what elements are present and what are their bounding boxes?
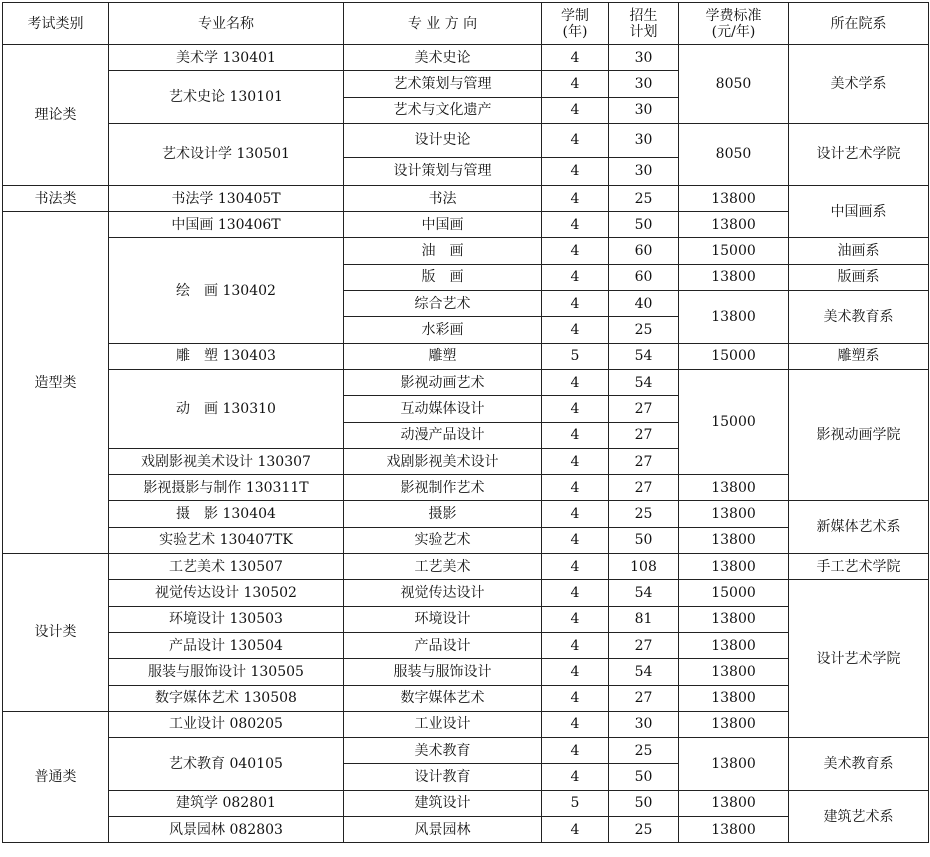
table-row (3, 45, 929, 71)
duration-cell: 4 (542, 606, 609, 632)
direction-cell: 设计史论 (344, 123, 542, 157)
quota-cell: 50 (609, 790, 679, 816)
major-cell: 艺术史论 130101 (109, 71, 344, 124)
duration-cell: 4 (542, 71, 609, 97)
major-cell: 影视摄影与制作 130311T (109, 475, 344, 501)
direction-cell: 视觉传达设计 (344, 580, 542, 606)
table-row (3, 369, 929, 395)
major-cell: 数字媒体艺术 130508 (109, 685, 344, 711)
duration-cell: 4 (542, 238, 609, 264)
major-cell: 环境设计 130503 (109, 606, 344, 632)
major-cell: 艺术设计学 130501 (109, 123, 344, 185)
direction-cell: 雕塑 (344, 343, 542, 369)
duration-cell: 4 (542, 422, 609, 448)
quota-cell: 54 (609, 369, 679, 395)
direction-cell: 数字媒体艺术 (344, 685, 542, 711)
major-cell: 绘 画 130402 (109, 238, 344, 343)
college-cell: 建筑艺术系 (789, 790, 929, 843)
table-row (3, 738, 929, 764)
fee-cell: 8050 (679, 45, 789, 124)
fee-cell: 13800 (679, 554, 789, 580)
header-quota: 招生 计划 (609, 3, 679, 45)
direction-cell: 服装与服饰设计 (344, 659, 542, 685)
duration-cell: 5 (542, 343, 609, 369)
college-cell: 美术教育系 (789, 738, 929, 791)
direction-cell: 风景园林 (344, 817, 542, 843)
duration-cell: 4 (542, 685, 609, 711)
duration-cell: 4 (542, 448, 609, 474)
quota-cell: 50 (609, 527, 679, 553)
fee-cell: 13800 (679, 685, 789, 711)
fee-cell: 13800 (679, 527, 789, 553)
college-cell: 设计艺术学院 (789, 580, 929, 738)
fee-cell: 8050 (679, 123, 789, 185)
major-cell: 产品设计 130504 (109, 632, 344, 658)
fee-cell: 13800 (679, 790, 789, 816)
direction-cell: 水彩画 (344, 317, 542, 343)
table-row (3, 238, 929, 264)
duration-cell: 4 (542, 212, 609, 238)
direction-cell: 工艺美术 (344, 554, 542, 580)
direction-cell: 设计策划与管理 (344, 157, 542, 185)
quota-cell: 81 (609, 606, 679, 632)
fee-cell: 13800 (679, 501, 789, 527)
quota-cell: 50 (609, 764, 679, 790)
college-cell: 版画系 (789, 264, 929, 290)
college-cell: 设计艺术学院 (789, 123, 929, 185)
quota-cell: 25 (609, 185, 679, 211)
header-duration: 学制 (年) (542, 3, 609, 45)
direction-cell: 设计教育 (344, 764, 542, 790)
quota-cell: 50 (609, 212, 679, 238)
duration-cell: 4 (542, 317, 609, 343)
duration-cell: 4 (542, 501, 609, 527)
table-row (3, 501, 929, 527)
direction-cell: 艺术与文化遗产 (344, 97, 542, 123)
duration-cell: 4 (542, 764, 609, 790)
direction-cell: 互动媒体设计 (344, 396, 542, 422)
header-major: 专业名称 (109, 3, 344, 45)
table-row (3, 123, 929, 157)
fee-cell: 15000 (679, 343, 789, 369)
major-cell: 工艺美术 130507 (109, 554, 344, 580)
table-row (3, 185, 929, 211)
major-cell: 实验艺术 130407TK (109, 527, 344, 553)
fee-cell: 13800 (679, 185, 789, 211)
quota-cell: 60 (609, 264, 679, 290)
major-cell: 戏剧影视美术设计 130307 (109, 448, 344, 474)
college-cell: 中国画系 (789, 185, 929, 238)
direction-cell: 戏剧影视美术设计 (344, 448, 542, 474)
college-cell: 影视动画学院 (789, 369, 929, 500)
duration-cell: 4 (542, 291, 609, 317)
major-cell: 服装与服饰设计 130505 (109, 659, 344, 685)
table-row (3, 554, 929, 580)
direction-cell: 影视制作艺术 (344, 475, 542, 501)
direction-cell: 美术教育 (344, 738, 542, 764)
direction-cell: 实验艺术 (344, 527, 542, 553)
major-cell: 艺术教育 040105 (109, 738, 344, 791)
quota-cell: 25 (609, 501, 679, 527)
duration-cell: 5 (542, 790, 609, 816)
quota-cell: 54 (609, 580, 679, 606)
direction-cell: 产品设计 (344, 632, 542, 658)
duration-cell: 4 (542, 738, 609, 764)
fee-cell: 13800 (679, 632, 789, 658)
fee-cell: 13800 (679, 475, 789, 501)
direction-cell: 艺术策划与管理 (344, 71, 542, 97)
category-cell: 设计类 (3, 554, 109, 712)
major-cell: 雕 塑 130403 (109, 343, 344, 369)
major-cell: 书法学 130405T (109, 185, 344, 211)
fee-cell: 13800 (679, 738, 789, 791)
duration-cell: 4 (542, 554, 609, 580)
admissions-table (2, 2, 929, 843)
major-cell: 视觉传达设计 130502 (109, 580, 344, 606)
quota-cell: 27 (609, 685, 679, 711)
quota-cell: 30 (609, 711, 679, 737)
college-cell: 雕塑系 (789, 343, 929, 369)
direction-cell: 动漫产品设计 (344, 422, 542, 448)
quota-cell: 54 (609, 343, 679, 369)
major-cell: 建筑学 082801 (109, 790, 344, 816)
direction-cell: 摄影 (344, 501, 542, 527)
category-cell: 书法类 (3, 185, 109, 211)
quota-cell: 60 (609, 238, 679, 264)
major-cell: 动 画 130310 (109, 369, 344, 448)
quota-cell: 30 (609, 45, 679, 71)
fee-cell: 13800 (679, 291, 789, 344)
direction-cell: 工业设计 (344, 711, 542, 737)
direction-cell: 综合艺术 (344, 291, 542, 317)
direction-cell: 美术史论 (344, 45, 542, 71)
quota-cell: 30 (609, 97, 679, 123)
header-direction: 专 业 方 向 (344, 3, 542, 45)
duration-cell: 4 (542, 580, 609, 606)
quota-cell: 25 (609, 817, 679, 843)
quota-cell: 27 (609, 448, 679, 474)
direction-cell: 影视动画艺术 (344, 369, 542, 395)
direction-cell: 版 画 (344, 264, 542, 290)
quota-cell: 54 (609, 659, 679, 685)
duration-cell: 4 (542, 97, 609, 123)
duration-cell: 4 (542, 475, 609, 501)
header-fee: 学费标准 (元/年) (679, 3, 789, 45)
major-cell: 摄 影 130404 (109, 501, 344, 527)
college-cell: 油画系 (789, 238, 929, 264)
quota-cell: 25 (609, 738, 679, 764)
college-cell: 美术教育系 (789, 291, 929, 344)
fee-cell: 13800 (679, 606, 789, 632)
header-college: 所在院系 (789, 3, 929, 45)
quota-cell: 30 (609, 157, 679, 185)
major-cell: 工业设计 080205 (109, 711, 344, 737)
direction-cell: 环境设计 (344, 606, 542, 632)
duration-cell: 4 (542, 157, 609, 185)
duration-cell: 4 (542, 817, 609, 843)
major-cell: 中国画 130406T (109, 212, 344, 238)
college-cell: 美术学系 (789, 45, 929, 124)
table-row (3, 343, 929, 369)
header-category: 考试类别 (3, 3, 109, 45)
fee-cell: 15000 (679, 369, 789, 474)
quota-cell: 27 (609, 422, 679, 448)
duration-cell: 4 (542, 123, 609, 157)
duration-cell: 4 (542, 185, 609, 211)
header-row (3, 3, 929, 45)
category-cell: 普通类 (3, 711, 109, 842)
fee-cell: 13800 (679, 711, 789, 737)
quota-cell: 40 (609, 291, 679, 317)
fee-cell: 13800 (679, 817, 789, 843)
duration-cell: 4 (542, 45, 609, 71)
duration-cell: 4 (542, 369, 609, 395)
duration-cell: 4 (542, 264, 609, 290)
duration-cell: 4 (542, 659, 609, 685)
major-cell: 美术学 130401 (109, 45, 344, 71)
college-cell: 手工艺术学院 (789, 554, 929, 580)
category-cell: 理论类 (3, 45, 109, 186)
direction-cell: 书法 (344, 185, 542, 211)
fee-cell: 15000 (679, 238, 789, 264)
quota-cell: 27 (609, 396, 679, 422)
category-cell: 造型类 (3, 212, 109, 554)
duration-cell: 4 (542, 711, 609, 737)
direction-cell: 油 画 (344, 238, 542, 264)
college-cell: 新媒体艺术系 (789, 501, 929, 554)
duration-cell: 4 (542, 396, 609, 422)
fee-cell: 13800 (679, 659, 789, 685)
fee-cell: 15000 (679, 580, 789, 606)
fee-cell: 13800 (679, 264, 789, 290)
quota-cell: 108 (609, 554, 679, 580)
quota-cell: 30 (609, 71, 679, 97)
direction-cell: 中国画 (344, 212, 542, 238)
major-cell: 风景园林 082803 (109, 817, 344, 843)
duration-cell: 4 (542, 632, 609, 658)
quota-cell: 27 (609, 475, 679, 501)
quota-cell: 30 (609, 123, 679, 157)
table-row (3, 790, 929, 816)
fee-cell: 13800 (679, 212, 789, 238)
direction-cell: 建筑设计 (344, 790, 542, 816)
duration-cell: 4 (542, 527, 609, 553)
table-row (3, 580, 929, 606)
quota-cell: 27 (609, 632, 679, 658)
quota-cell: 25 (609, 317, 679, 343)
